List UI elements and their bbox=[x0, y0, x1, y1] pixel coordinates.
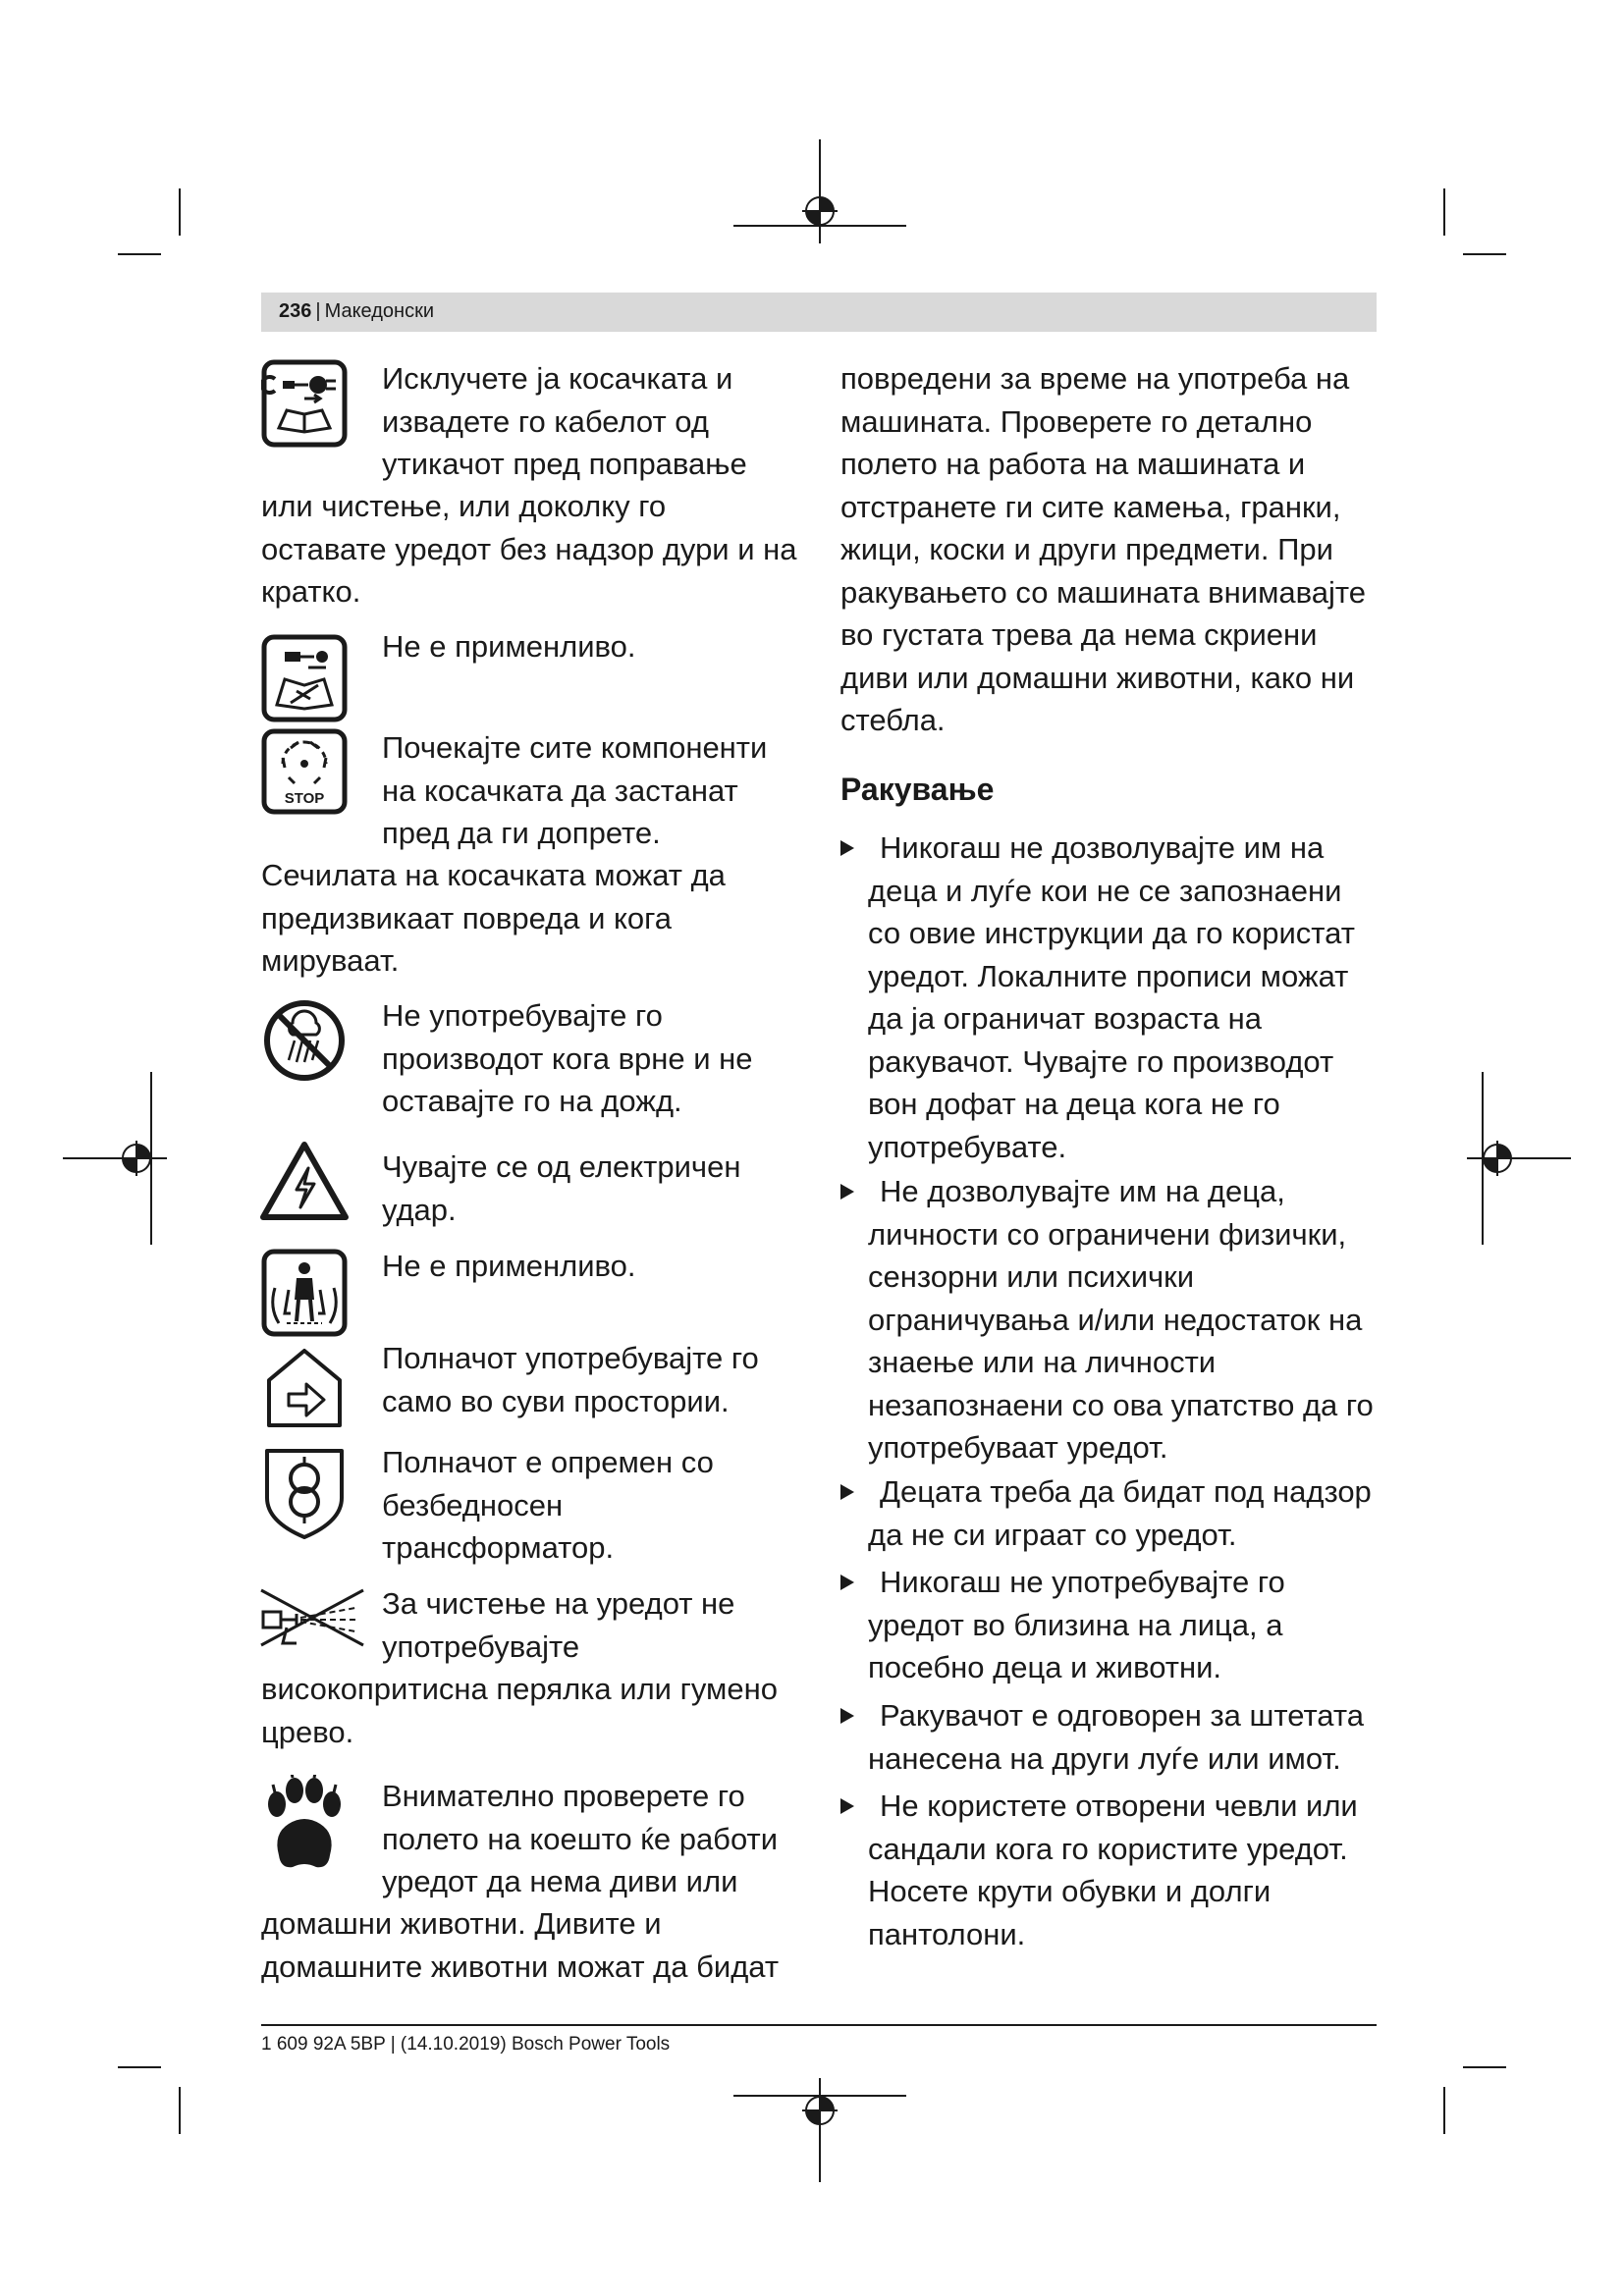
no-rain-icon bbox=[261, 997, 348, 1084]
text-line: знаење или на личности bbox=[868, 1345, 1217, 1379]
bullet-arrow-icon bbox=[840, 840, 854, 856]
text-line: да не си играат со уредот. bbox=[868, 1517, 1237, 1552]
unplug-instruction-continued bbox=[261, 485, 797, 614]
page-header bbox=[261, 293, 1377, 332]
header-separator: | bbox=[315, 300, 321, 322]
text-line: личности со ограничени физички, bbox=[868, 1216, 1347, 1252]
unplug-instruction bbox=[382, 357, 747, 486]
text-line: вон дофат на деца кога не го bbox=[868, 1087, 1280, 1121]
bullet-arrow-icon bbox=[840, 1484, 854, 1500]
bullet-item bbox=[840, 1470, 1372, 1556]
text-line: жици, коски и други предмети. При bbox=[840, 532, 1333, 566]
header-language: Македонски bbox=[324, 300, 435, 322]
text-line: ракувањето со машината внимавајте bbox=[840, 574, 1366, 610]
bullet-item bbox=[840, 1694, 1364, 1780]
no-pressure-washer-text bbox=[382, 1582, 734, 1668]
text-line: Ракувачот е одговорен за штетата bbox=[880, 1698, 1364, 1733]
text-line: црево. bbox=[261, 1714, 354, 1749]
text-line: кратко. bbox=[261, 574, 361, 609]
transformer-text bbox=[382, 1441, 714, 1570]
text-line: или чистење, или доколку го bbox=[261, 489, 667, 523]
no-pressure-washer-icon bbox=[257, 1586, 367, 1649]
text-line: Чувајте се од електричен bbox=[382, 1149, 741, 1184]
bullet-arrow-icon bbox=[840, 1184, 854, 1200]
text-line: полето на коешто ќе работи bbox=[382, 1821, 779, 1856]
bullet-item bbox=[840, 1170, 1374, 1469]
text-line: уредот да нема диви или bbox=[382, 1864, 738, 1898]
text-line: ограничувања и/или недостаток на bbox=[868, 1302, 1363, 1337]
footer-rule bbox=[261, 2024, 1377, 2026]
text-line: Не дозволувајте им на деца, bbox=[880, 1174, 1285, 1208]
safety-transformer-icon bbox=[259, 1443, 350, 1541]
text-line: на косачката да застанат bbox=[382, 773, 738, 808]
stop-label: STOP bbox=[284, 790, 325, 807]
text-line: Никогаш не дозволувајте им на bbox=[880, 830, 1325, 865]
text-line: Не е применливо. bbox=[382, 629, 636, 664]
text-line: Внимателно проверете го bbox=[382, 1779, 745, 1813]
text-line: Почекајте сите компоненти bbox=[382, 730, 768, 765]
footer-text: 1 609 92A 5BP | (14.10.2019) Bosch Power Tools bbox=[261, 2034, 671, 2055]
text-line: домашните животни можат да бидат bbox=[261, 1949, 780, 1984]
text-line: посебно деца и животни. bbox=[868, 1650, 1221, 1684]
text-line: стебла. bbox=[840, 703, 946, 737]
text-line: За чистење на уредот не bbox=[382, 1586, 735, 1621]
text-line: утикачот пред поправање bbox=[382, 447, 747, 481]
electric-shock-warning-icon bbox=[259, 1139, 350, 1223]
bullet-arrow-icon bbox=[840, 1708, 854, 1724]
text-line: уредот во близина на лица, а bbox=[868, 1607, 1283, 1642]
bullet-item bbox=[840, 1785, 1358, 1955]
text-line: Носете крути обувки и долги bbox=[868, 1874, 1272, 1908]
text-line: деца и луѓе кои не се запознаени bbox=[868, 873, 1342, 908]
operator-mower-icon bbox=[261, 1249, 348, 1337]
text-line: сандали кога го користите уредот. bbox=[868, 1831, 1348, 1866]
animals-instruction bbox=[382, 1775, 778, 1903]
text-line: Исклучете ја косачката и bbox=[382, 361, 733, 396]
stop-instruction bbox=[382, 726, 767, 855]
text-line: удар. bbox=[382, 1192, 457, 1227]
text-line: Сечилата на косачката можат да bbox=[261, 858, 726, 892]
text-line: употребувајте bbox=[382, 1629, 580, 1664]
text-line: повредени за време на употреба на bbox=[840, 361, 1350, 396]
text-line: оставате уредот без надзор дури и на bbox=[261, 531, 797, 566]
text-line: Полначот е опремен со bbox=[382, 1445, 714, 1479]
bullet-item bbox=[840, 827, 1355, 1168]
registration-mark-bottom bbox=[731, 2076, 908, 2184]
paw-icon bbox=[259, 1775, 350, 1877]
no-pressure-washer-text-continued bbox=[261, 1668, 778, 1753]
text-line: полето на работа на машината и bbox=[840, 447, 1306, 481]
text-line: во густата трева да нема скриени bbox=[840, 617, 1318, 652]
text-line: сензорни или психички bbox=[868, 1259, 1195, 1294]
text-line: употребуваат уредот. bbox=[868, 1430, 1168, 1465]
text-line: Не употребувајте го bbox=[382, 998, 663, 1033]
text-line: домашни животни. Дивите и bbox=[261, 1906, 662, 1941]
not-applicable-text bbox=[382, 625, 636, 668]
text-line: само во суви простории. bbox=[382, 1383, 730, 1418]
text-line: Полначот употребувајте го bbox=[382, 1341, 759, 1375]
text-line: Не е применливо. bbox=[382, 1249, 636, 1283]
text-line: Никогаш не употребувајте го bbox=[880, 1565, 1285, 1599]
text-line: Децата треба да бидат под надзор bbox=[880, 1474, 1372, 1509]
registration-mark-left bbox=[61, 1070, 169, 1247]
bullet-arrow-icon bbox=[840, 1575, 854, 1590]
animals-instruction-continuation bbox=[840, 357, 1366, 742]
text-line: уредот. Локалните прописи можат bbox=[868, 958, 1349, 993]
indoor-use-text bbox=[382, 1337, 759, 1422]
text-line: употребувате. bbox=[868, 1129, 1067, 1164]
text-line: незапознаени со ова упатство да го bbox=[868, 1387, 1374, 1422]
bullet-arrow-icon bbox=[840, 1798, 854, 1814]
bullet-item bbox=[840, 1561, 1285, 1689]
page-number: 236 bbox=[279, 300, 312, 322]
registration-mark-top bbox=[731, 137, 908, 245]
indoor-use-icon bbox=[259, 1345, 350, 1429]
unplug-manual-icon bbox=[261, 359, 348, 448]
text-line: пантолони. bbox=[868, 1916, 1026, 1951]
registration-mark-right bbox=[1465, 1070, 1573, 1247]
not-applicable-text bbox=[382, 1245, 636, 1288]
text-line: предизвикаат повреда и кога bbox=[261, 900, 673, 935]
text-line: безбедносен bbox=[382, 1487, 564, 1522]
text-line: производот кога врне и не bbox=[382, 1041, 753, 1076]
section-title-handling: Ракување bbox=[840, 772, 995, 807]
rain-instruction bbox=[382, 994, 753, 1123]
text-line: со овие инструкции да го користат bbox=[868, 916, 1355, 950]
text-line: мируваат. bbox=[261, 943, 400, 978]
animals-instruction-continued bbox=[261, 1902, 779, 1988]
text-line: извадете го кабелот од bbox=[382, 403, 709, 439]
text-line: ракувачот. Чувајте го производот bbox=[868, 1043, 1334, 1079]
stop-rotation-icon bbox=[261, 728, 348, 815]
text-line: Не користете отворени чевли или bbox=[880, 1789, 1358, 1823]
text-line: пред да ги допрете. bbox=[382, 816, 661, 850]
text-line: диви или домашни животни, како ни bbox=[840, 660, 1355, 695]
text-line: машината. Проверете го детално bbox=[840, 403, 1313, 439]
text-line: високопритисна перялка или гумено bbox=[261, 1672, 778, 1706]
text-line: трансформатор. bbox=[382, 1530, 615, 1565]
remove-key-manual-icon bbox=[261, 634, 348, 722]
text-line: отстранете ги сите камења, гранки, bbox=[840, 489, 1341, 524]
electric-warning-text bbox=[382, 1146, 740, 1231]
text-line: да ја ограничат возраста на bbox=[868, 1001, 1262, 1036]
stop-instruction-continued bbox=[261, 854, 726, 983]
text-line: оставајте го на дожд. bbox=[382, 1084, 682, 1118]
text-line: нанесена на други луѓе или имот. bbox=[868, 1740, 1341, 1776]
